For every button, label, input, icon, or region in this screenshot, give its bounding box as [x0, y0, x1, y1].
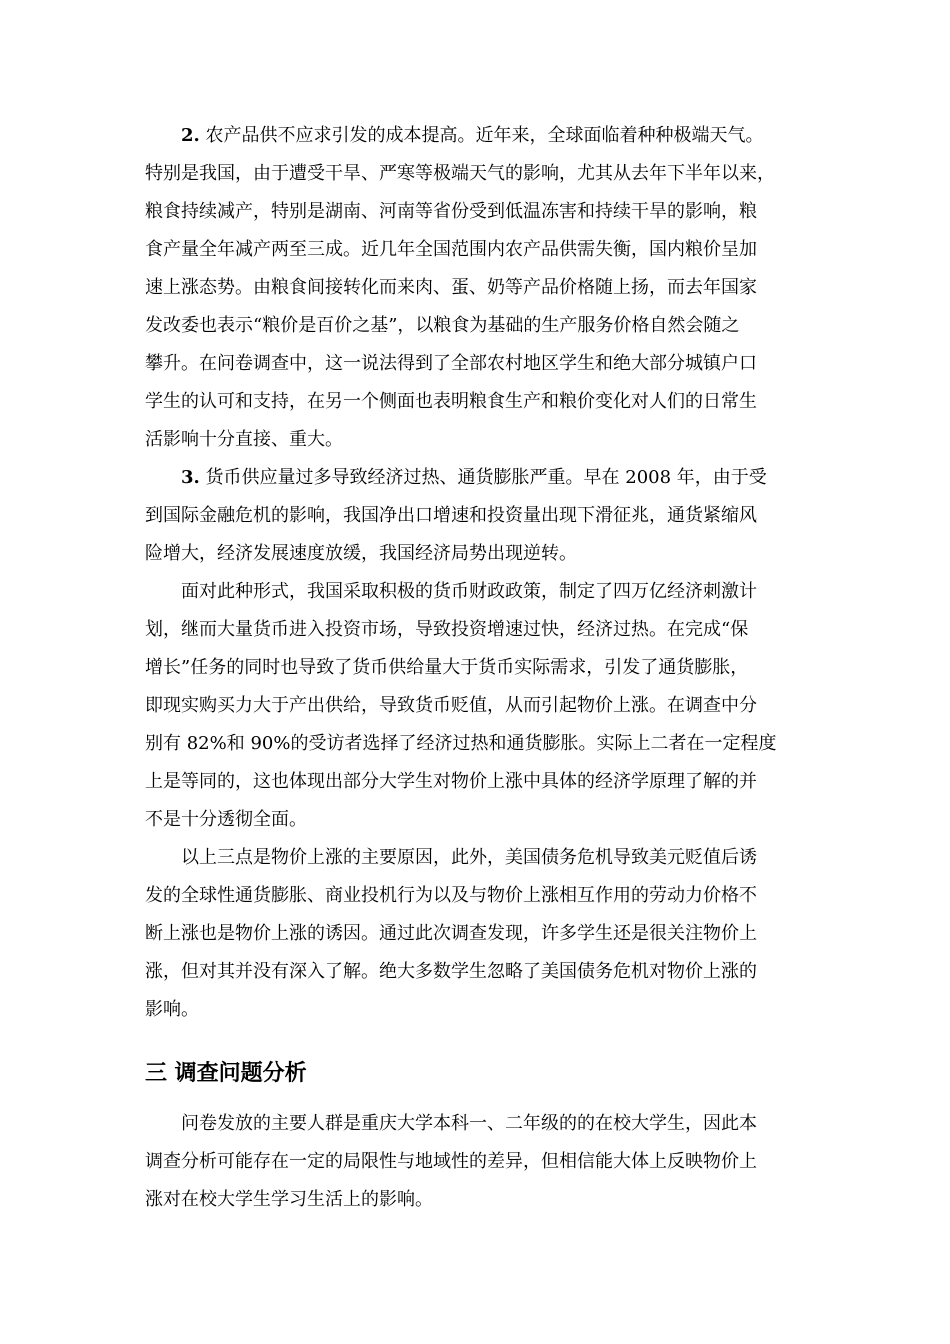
paragraph-4-line-4: 涨，但对其并没有深入了解。绝大多数学生忽略了美国债务危机对物价上涨的: [145, 961, 757, 982]
paragraph-3-line-6: 上是等同的，这也体现出部分大学生对物价上涨中具体的经济学原理了解的并: [145, 771, 757, 792]
paragraph-3-line-4: 即现实购买力大于产出供给，导致货币贬值，从而引起物价上涨。在调查中分: [145, 695, 757, 716]
paragraph-1-line-8: 学生的认可和支持，在另一个侧面也表明粮食生产和粮价变化对人们的日常生: [145, 391, 757, 412]
paragraph-1-line-5: 速上涨态势。由粮食间接转化而来肉、蛋、奶等产品价格随上扬，而去年国家: [145, 277, 757, 298]
paragraph-2-line-3: 险增大，经济发展速度放缓，我国经济局势出现逆转。: [145, 543, 577, 564]
paragraph-5-line-1: 问卷发放的主要人群是重庆大学本科一、二年级的的在校大学生，因此本: [181, 1113, 757, 1134]
paragraph-3-line-7: 不是十分透彻全面。: [145, 809, 307, 830]
paragraph-3-line-5: 别有 82%和 90%的受访者选择了经济过热和通货膨胀。实际上二者在一定程度: [145, 733, 777, 754]
section-heading: 三 调查问题分析: [145, 1061, 307, 1086]
paragraph-3-line-1: 面对此种形式，我国采取积极的货币财政政策，制定了四万亿经济刺激计: [181, 581, 757, 602]
paragraph-1-line-6: 发改委也表示“粮价是百价之基”，以粮食为基础的生产服务价格自然会随之: [145, 315, 740, 336]
paragraph-3-line-2: 划，继而大量货币进入投资市场，导致投资增速过快，经济过热。在完成“保: [145, 619, 749, 640]
paragraph-3-line-3: 增长”任务的同时也导致了货币供给量大于货币实际需求，引发了通货膨胀，: [145, 657, 749, 678]
paragraph-4-line-2: 发的全球性通货膨胀、商业投机行为以及与物价上涨相互作用的劳动力价格不: [145, 885, 757, 906]
paragraph-2-line-2: 到国际金融危机的影响，我国净出口增速和投资量出现下滑征兆，通货紧缩风: [145, 505, 757, 526]
paragraph-4-line-3: 断上涨也是物价上涨的诱因。通过此次调查发现，许多学生还是很关注物价上: [145, 923, 757, 944]
paragraph-5-line-3: 涨对在校大学生学习生活上的影响。: [145, 1189, 433, 1210]
paragraph-4-line-5: 影响。: [145, 999, 199, 1020]
paragraph-1-line-1: 2. 农产品供不应求引发的成本提高。近年来，全球面临着种种极端天气。: [181, 125, 764, 146]
paragraph-1-line-9: 活影响十分直接、重大。: [145, 429, 343, 450]
paragraph-2-line-1: 3. 货币供应量过多导致经济过热、通货膨胀严重。早在 2008 年，由于受: [181, 467, 767, 488]
list-number-3: 3.: [181, 467, 200, 488]
list-number-2: 2.: [181, 125, 200, 146]
paragraph-1-line-7: 攀升。在问卷调查中，这一说法得到了全部农村地区学生和绝大部分城镇户口: [145, 353, 757, 374]
paragraph-5-line-2: 调查分析可能存在一定的局限性与地域性的差异，但相信能大体上反映物价上: [145, 1151, 757, 1172]
paragraph-1-line-3: 粮食持续减产，特别是湖南、河南等省份受到低温冻害和持续干旱的影响，粮: [145, 201, 757, 222]
paragraph-4-line-1: 以上三点是物价上涨的主要原因，此外，美国债务危机导致美元贬值后诱: [181, 847, 757, 868]
paragraph-1-line-4: 食产量全年减产两至三成。近几年全国范围内农产品供需失衡，国内粮价呈加: [145, 239, 757, 260]
paragraph-1-line-2: 特别是我国，由于遭受干旱、严寒等极端天气的影响，尤其从去年下半年以来，: [145, 163, 775, 184]
